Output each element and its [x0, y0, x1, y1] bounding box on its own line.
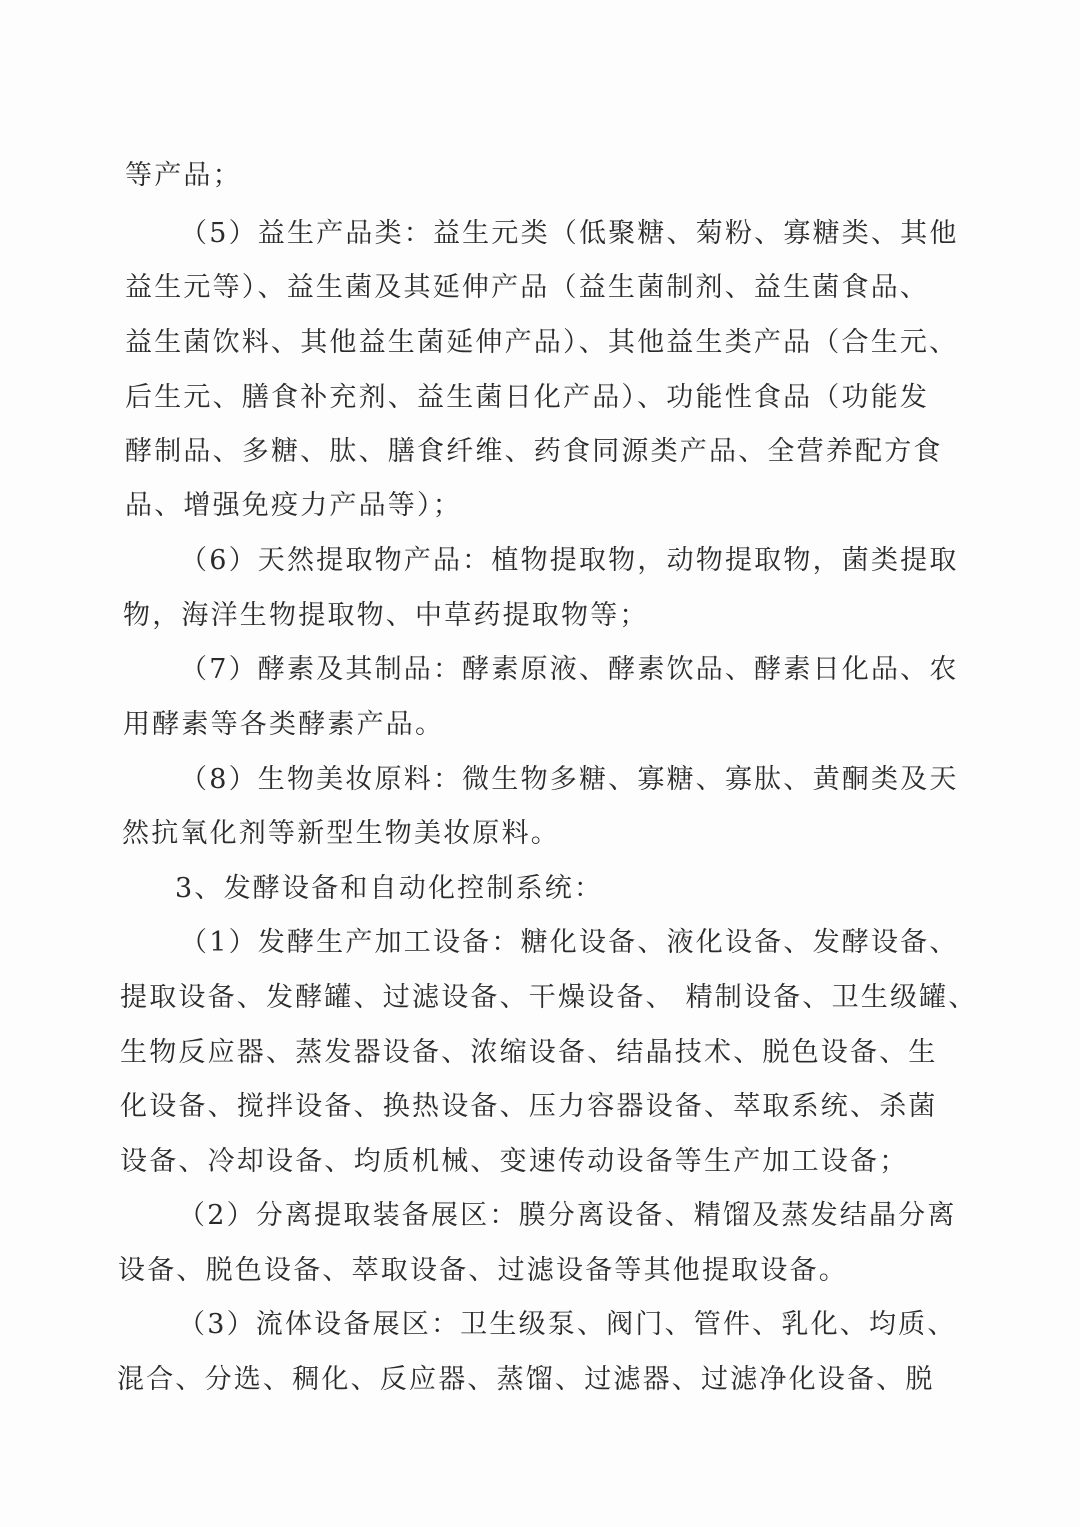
text-line: 物，海洋生物提取物、中草药提取物等； — [123, 600, 649, 631]
text-line: 提取设备、发酵罐、过滤设备、干燥设备、 精制设备、卫生级罐、 — [120, 982, 978, 1013]
text-line: 混合、分选、稠化、反应器、蒸馏、过滤器、过滤净化设备、脱 — [117, 1364, 935, 1395]
text-line: （5）益生产品类：益生元类（低聚糖、菊粉、寡糖类、其他 — [180, 218, 959, 249]
text-line: 生物反应器、蒸发器设备、浓缩设备、结晶技术、脱色设备、生 — [120, 1037, 938, 1068]
text-line: （8）生物美妆原料：微生物多糖、寡糖、寡肽、黄酮类及天 — [180, 764, 959, 795]
text-line: （2）分离提取装备展区：膜分离设备、精馏及蒸发结晶分离 — [178, 1200, 957, 1231]
text-line: 品、增强免疫力产品等）； — [125, 490, 462, 521]
text-line: 用酵素等各类酵素产品。 — [123, 709, 445, 740]
text-line: 益生菌饮料、其他益生菌延伸产品）、其他益生类产品（合生元、 — [125, 327, 959, 358]
text-line: （3）流体设备展区：卫生级泵、阀门、管件、乳化、均质、 — [178, 1309, 957, 1340]
text-line: 酵制品、多糖、肽、膳食纤维、药食同源类产品、全营养配方食 — [125, 436, 943, 467]
text-line: 设备、脱色设备、萃取设备、过滤设备等其他提取设备。 — [118, 1255, 848, 1286]
text-line: 后生元、膳食补充剂、益生菌日化产品）、功能性食品（功能发 — [125, 382, 930, 413]
text-line: （1）发酵生产加工设备：糖化设备、液化设备、发酵设备、 — [180, 927, 959, 958]
text-line: 等产品； — [125, 160, 242, 191]
text-line: （6）天然提取物产品：植物提取物，动物提取物，菌类提取 — [180, 545, 959, 576]
text-line: （7）酵素及其制品：酵素原液、酵素饮品、酵素日化品、农 — [180, 654, 959, 685]
text-line: 然抗氧化剂等新型生物美妆原料。 — [122, 818, 560, 849]
text-line: 益生元等）、益生菌及其延伸产品（益生菌制剂、益生菌食品、 — [125, 272, 930, 303]
text-line: 3、发酵设备和自动化控制系统： — [175, 873, 604, 904]
text-line: 设备、冷却设备、均质机械、变速传动设备等生产加工设备； — [120, 1146, 909, 1177]
text-line: 化设备、搅拌设备、换热设备、压力容器设备、萃取系统、杀菌 — [120, 1091, 938, 1122]
